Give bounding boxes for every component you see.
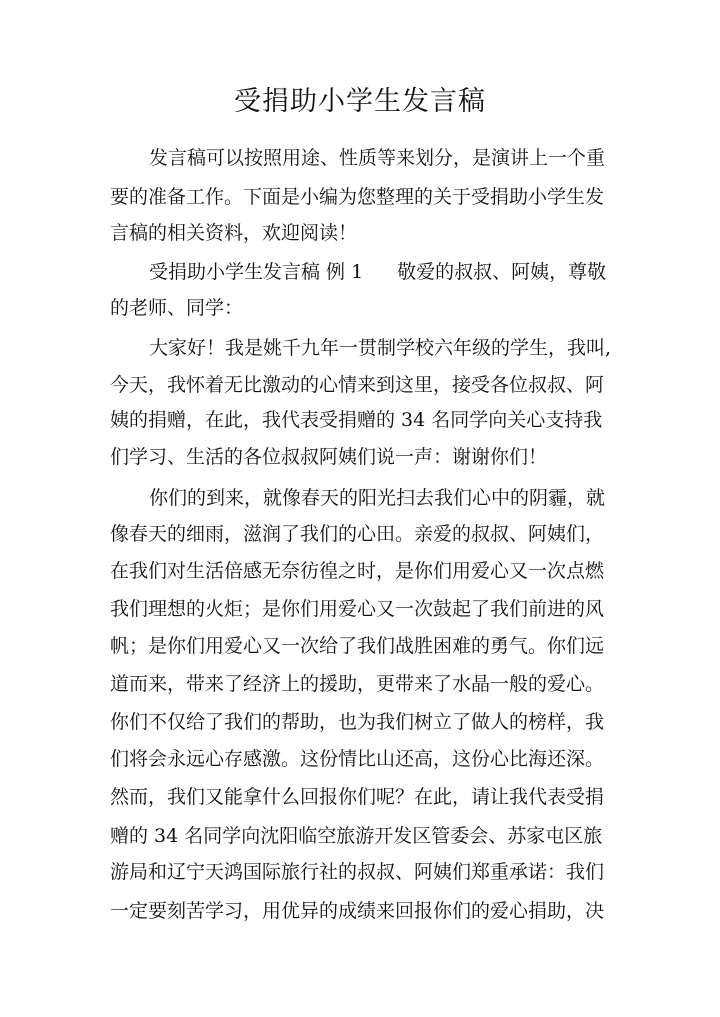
text-line: 在我们对生活倍感无奈彷徨之时，是你们用爱心又一次点燃	[110, 560, 605, 582]
text-line: 帆；是你们用爱心又一次给了我们战胜困难的勇气。你们远	[110, 635, 605, 657]
text-line: 你们不仅给了我们的帮助，也为我们树立了做人的榜样，我	[110, 711, 605, 733]
text-line: 赠的 34 名同学向沈阳临空旅游开发区管委会、苏家屯区旅	[110, 825, 603, 847]
text-line: 然而，我们又能拿什么回报你们呢？在此，请让我代表受捐	[110, 786, 605, 808]
text-line: 你们的到来，就像春天的阳光扫去我们心中的阴霾，就	[149, 487, 606, 509]
text-line: 言稿的相关资料，欢迎阅读！	[110, 222, 358, 244]
text-line: 今天，我怀着无比激动的心情来到这里，接受各位叔叔、阿	[110, 374, 605, 396]
text-line: 像春天的细雨，滋润了我们的心田。亲爱的叔叔、阿姨们，	[110, 523, 605, 545]
text-line: 道而来，带来了经济上的援助，更带来了水晶一般的爱心。	[110, 673, 605, 695]
salutation-start: 敬爱的叔叔、阿姨，尊敬	[397, 261, 607, 283]
example-heading: 受捐助小学生发言稿 例 1	[149, 261, 364, 283]
text-line: 们将会永远心存感激。这份情比山还高，这份心比海还深。	[110, 748, 605, 770]
text-line: 我们理想的火炬；是你们用爱心又一次鼓起了我们前进的风	[110, 598, 605, 620]
example-heading-line	[149, 260, 616, 284]
text-line: 发言稿可以按照用途、性质等来划分，是演讲上一个重	[149, 147, 606, 169]
text-line: 游局和辽宁天鸿国际旅行社的叔叔、阿姨们郑重承诺：我们	[110, 861, 605, 883]
text-line: 大家好！我是姚千九年一贯制学校六年级的学生，我叫,	[149, 337, 612, 359]
text-line: 姨的捐赠，在此，我代表受捐赠的 34 名同学向关心支持我	[110, 409, 603, 431]
text-line: 的老师、同学：	[110, 297, 244, 319]
document-title: 受捐助小学生发言稿	[234, 86, 486, 117]
text-line: 们学习、生活的各位叔叔阿姨们说一声：谢谢你们！	[110, 446, 548, 468]
text-line: 要的准备工作。下面是小编为您整理的关于受捐助小学生发	[110, 186, 605, 208]
text-line: 一定要刻苦学习，用优异的成绩来回报你们的爱心捐助，决	[110, 900, 605, 922]
